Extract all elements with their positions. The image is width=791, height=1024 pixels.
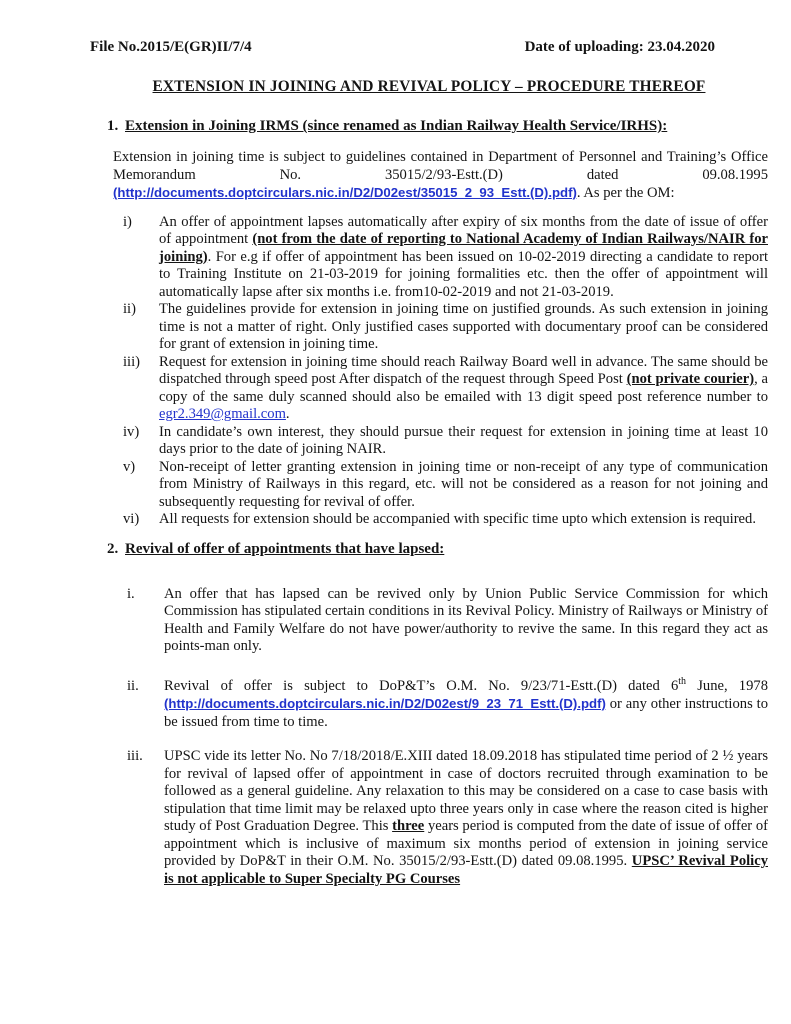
list-item-text: Revival of offer is subject to DoP&T’s O.M. No. 9/23/71-Estt.(D) dated 6th June, 1978 (http://documents.doptcirculars.nic.in/D2/D02est/9_23_71_Estt.(D).pdf) or any other instructions to be issued from time to time.: [164, 675, 768, 730]
list-item-ii: [90, 301, 768, 354]
document-title: EXTENSION IN JOINING AND REVIVAL POLICY – PROCEDURE THEREOF: [152, 78, 706, 95]
section-1-list: [90, 214, 768, 529]
section-1-heading: [107, 117, 768, 135]
section-2-list: [90, 586, 768, 889]
list-item-label: vi): [123, 511, 140, 527]
list-item-text: Non-receipt of letter granting extension in joining time or non-receipt of any type of communication from Ministry of Railways in this regard, etc. will not be considered as a reason for not joining and subsequently requesting for revival of offer.: [159, 458, 768, 510]
list-item-text: Request for extension in joining time should reach Railway Board well in advance. The same should be dispatched through speed post After dispatch of the request through Speed Post (not private courier), a copy of the same duly scanned should also be emailed with 13 digit speed post reference number to egr2.349@gmail.com.: [159, 353, 768, 422]
file-number: File No.2015/E(GR)II/7/4: [90, 39, 252, 55]
intro-text-after-link: . As per the OM:: [576, 185, 675, 201]
list-item-iv: [90, 424, 768, 459]
list-item-text: An offer that has lapsed can be revived only by Union Public Service Commission for which Commission has stipulated certain conditions in its Revival Policy. Ministry of Railways or Ministry of Health and Family Welfare do not have power/authority to revive the same. In this regard they act as points-man only.: [164, 585, 768, 654]
emphasis-upsc-revival-policy: UPSC’ Revival Policy is not applicable to Super Specialty PG Courses: [164, 853, 768, 887]
list-item-2-iii: [90, 748, 768, 888]
list-item-label: ii.: [127, 677, 139, 694]
upload-date: Date of uploading: 23.04.2020: [524, 39, 715, 55]
list-item-2-i: [90, 586, 768, 656]
emphasis-not-private-courier: (not private courier): [626, 371, 755, 387]
dopt-om-1978-link[interactable]: (http://documents.doptcirculars.nic.in/D2/D02est/9_23_71_Estt.(D).pdf): [164, 696, 606, 711]
list-item-v: [90, 459, 768, 512]
list-item-label: iii.: [127, 748, 143, 764]
list-item-label: ii): [123, 301, 136, 317]
list-item-label: iv): [123, 423, 140, 440]
egr-email-link[interactable]: egr2.349@gmail.com: [159, 406, 286, 422]
list-item-vi: [90, 511, 768, 529]
list-item-text: UPSC vide its letter No. No 7/18/2018/E.XIII dated 18.09.2018 has stipulated time period of 2 ½ years for revival of lapsed offer of appointment in case of doctors recruited through examination to be followed as a general guideline. Any relaxation to this may be considered on a case to case basis with stipulation that time limit may be relaxed upto three years only in case where the reason cited is higher study of Post Graduation Degree. This three years period is computed from the date of issue of offer of appointment which is inclusive of maximum six months period of extension in joining service provided by DoP&T in their O.M. No. 35015/2/93-Estt.(D) dated 09.08.1995. UPSC’ Revival Policy is not applicable to Super Specialty PG Courses: [164, 748, 768, 887]
list-item-label: i.: [127, 585, 135, 602]
ordinal-superscript: th: [678, 675, 687, 687]
document-header: [90, 38, 768, 56]
list-item-text: In candidate’s own interest, they should pursue their request for extension in joining time at least 10 days prior to the date of joining NAIR.: [159, 423, 768, 457]
section-1-number: 1.: [107, 118, 119, 134]
list-item-label: iii): [123, 353, 141, 370]
list-item-text: An offer of appointment lapses automatically after expiry of six months from the date of issue of offer of appointment (not from the date of reporting to National Academy of Indian Railways/NAIR for joining). For e.g if offer of appointment has been issued on 10-02-2019 directing a candidate to report to Training Institute on 21-03-2019 for joining formalities etc. then the offer of appointment will automatically lapse after six months i.e. from10-02-2019 and not 21-03-2019.: [159, 213, 768, 300]
emphasis-not-from-reporting-date: (not from the date of reporting to National Academy of Indian Railways/NAIR for joining): [159, 231, 768, 265]
list-item-2-ii: [90, 675, 768, 732]
list-item-text: All requests for extension should be accompanied with specific time upto which extension is required.: [159, 511, 756, 527]
list-item-iii: [90, 354, 768, 424]
list-item-text: The guidelines provide for extension in joining time on justified grounds. As such extension in joining time is not a matter of right. Only justified cases supported with documentary proof can be considered for grant of extension in joining time.: [159, 301, 768, 352]
list-item-i: [90, 214, 768, 302]
dopt-om-1995-link[interactable]: (http://documents.doptcirculars.nic.in/D2/D02est/35015_2_93_Estt.(D).pdf): [113, 185, 577, 200]
section-2-heading-text: Revival of offer of appointments that have lapsed:: [125, 540, 445, 557]
list-item-label: v): [123, 458, 136, 475]
section-2-heading: [107, 540, 768, 558]
intro-text-before-link: Extension in joining time is subject to guidelines contained in Department of Personnel and Training’s Office Memorandum No. 35015/2/93-Estt.(D) dated 09.08.1995: [113, 149, 768, 183]
section-1-intro-paragraph: [113, 149, 768, 203]
list-item-label: i): [123, 213, 132, 230]
section-1-heading-text: Extension in Joining IRMS (since renamed as Indian Railway Health Service/IRHS):: [125, 118, 668, 134]
emphasis-three-years: three: [392, 818, 425, 834]
section-2-number: 2.: [107, 540, 119, 557]
